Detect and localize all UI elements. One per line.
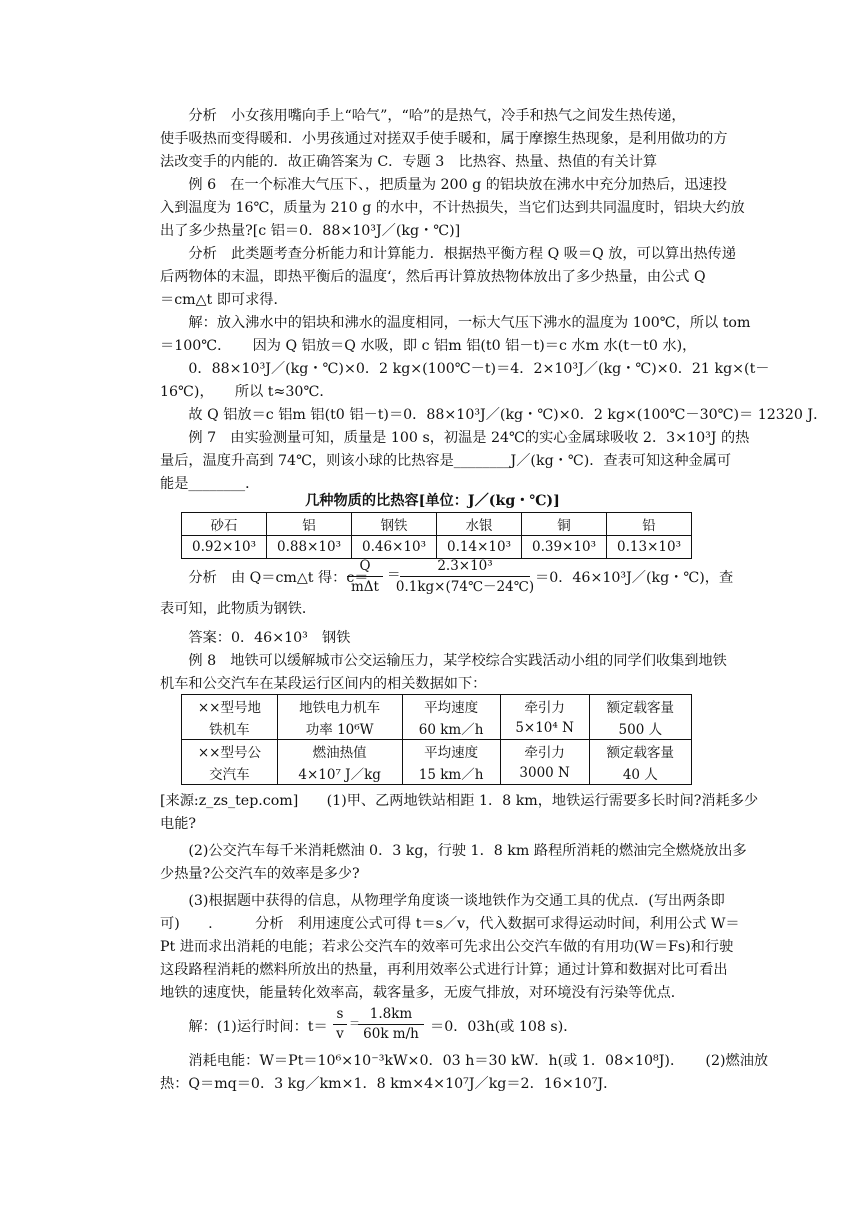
fraction-bar — [358, 1024, 424, 1025]
text-line: 消耗电能：W＝Pt＝10⁶×10⁻³kW×0．03 h＝30 kW．h(或 1．08×10⁸J)． (2)燃油放 — [160, 1053, 769, 1069]
text-line: 例 7 由实验测量可知，质量是 100 s，初温是 24℃的实心金属球吸收 2．3×10³J 的热 — [160, 430, 750, 446]
text-line: 可) . 分析 利用速度公式可得 t＝s／v，代入数据可求得运动时间，利用公式 W＝ — [160, 916, 740, 932]
text-line: 后两物体的末温，即热平衡后的温度‘，然后再计算放热物体放出了多少热量，由公式 Q — [160, 269, 706, 285]
fraction-denominator: 60k m/h — [363, 1026, 419, 1042]
text-line: 量后，温度升高到 74℃，则该小球的比热容是________J／(kg・℃)．查表可知这种金属可 — [160, 453, 732, 469]
table-cell: 0.88×10³ — [267, 536, 352, 559]
answer-line: 答案：0．46×10³ 钢铁 — [160, 630, 351, 646]
table-cell: 地铁电力机车 — [277, 695, 402, 718]
table-cell: 功率 10⁶W — [277, 717, 402, 740]
text-line: 能是________． — [160, 476, 260, 492]
equals-sign: ＝ — [387, 567, 401, 583]
table-row — [182, 740, 692, 763]
table-cell: 60 km／h — [402, 717, 500, 740]
text-line: 使手吸热而变得暖和．小男孩通过对搓双手使手暖和，属于摩擦生热现象，是利用做功的方 — [160, 131, 728, 147]
fraction-bar — [400, 576, 530, 577]
text-line: 入到温度为 16℃，质量为 210 g 的水中，不计热损失，当它们达到共同温度时，铝块大约放 — [160, 200, 745, 216]
fraction-bar — [347, 576, 383, 577]
table-header-cell: 铝 — [267, 513, 352, 536]
fraction-bar — [333, 1024, 347, 1025]
equals-sign: ＝ — [349, 1017, 360, 1030]
table-cell: 交汽车 — [182, 762, 278, 785]
text-line: 这段路程消耗的燃料所放出的热量，再利用效率公式进行计算；通过计算和数据对比可看出 — [160, 962, 728, 978]
fraction-denominator: v — [336, 1026, 344, 1042]
text-line: [来源:z_zs_tep.com] (1)甲、乙两地铁站相距 1．8 km，地铁运行需要多长时间?消耗多少 — [160, 793, 759, 809]
text-line: 出了多少热量?[c 铝＝0．88×10³J／(kg・℃)] — [160, 223, 461, 239]
text-line: 表可知，此物质为钢铁． — [160, 601, 317, 617]
text-line: 解：放入沸水中的铝块和沸水的温度相同，一标大气压下沸水的温度为 100℃，所以 tom — [160, 315, 751, 331]
text-line: 0．88×10³J／(kg・℃)×0．2 kg×(100℃－t)＝4．2×10³J／(kg・℃)×0．21 kg×(t－ — [160, 361, 770, 377]
table-cell: 0.39×10³ — [522, 536, 607, 559]
specific-heat-table — [181, 512, 692, 559]
fraction-numerator: 2.3×10³ — [437, 558, 493, 574]
table-cell: 500 人 — [589, 717, 691, 740]
table-row — [182, 513, 692, 536]
analysis-suffix: ＝0．46×10³J／(kg・℃)，查 — [535, 570, 734, 586]
text-line: 地铁的速度快，能量转化效率高，载客量多，无废气排放，对环境没有污染等优点． — [160, 985, 685, 1001]
fraction-numerator: 1.8km — [369, 1006, 413, 1022]
fraction-numerator: Q — [359, 558, 371, 574]
text-line: 故 Q 铝放＝c 铝m 铝(t0 铝－t)＝0．88×10³J／(kg・℃)×0．2 kg×(100℃－30℃)＝ 12320 J． — [160, 407, 828, 423]
table-cell: 牵引力 — [500, 740, 589, 763]
table-cell: 额定载客量 — [589, 740, 691, 763]
solution-prefix: 解：(1)运行时间：t＝ — [160, 1019, 328, 1035]
subway-bus-table — [181, 694, 692, 785]
text-line: 法改变手的内能的．故正确答案为 C．专题 3 比热容、热量、热值的有关计算 — [160, 154, 658, 170]
table-cell: 5×10⁴ N — [500, 717, 589, 740]
table-cell: 平均速度 — [402, 695, 500, 718]
table-cell: 0.46×10³ — [352, 536, 437, 559]
text-line: 分析 此类题考查分析能力和计算能力．根据热平衡方程 Q 吸＝Q 放，可以算出热传递 — [160, 246, 736, 262]
table-row — [182, 536, 692, 559]
text-line: Pt 进而求出消耗的电能；若求公交汽车的效率可先求出公交汽车做的有用功(W＝Fs)和行驶 — [160, 939, 734, 955]
text-line: (2)公交汽车每千米消耗燃油 0．3 kg，行驶 1．8 km 路程所消耗的燃油完全燃烧放出多 — [160, 843, 747, 859]
table-row — [182, 762, 692, 785]
table-header-cell: 铅 — [607, 513, 692, 536]
table-header-cell: 钢铁 — [352, 513, 437, 536]
fraction-denominator: 0.1kg×(74℃－24℃) — [395, 579, 535, 595]
text-line: 分析 小女孩用嘴向手上“哈气”，“哈”的是热气，冷手和热气之间发生热传递， — [160, 108, 686, 124]
table-cell: ××型号地 — [182, 695, 278, 718]
text-line: ＝100℃． 因为 Q 铝放＝Q 水吸，即 c 铝m 铝(t0 铝－t)＝c 水m 水(t－t0 水)， — [160, 338, 697, 354]
table-cell: 40 人 — [589, 762, 691, 785]
table-cell: 额定载客量 — [589, 695, 691, 718]
table-cell: 平均速度 — [402, 740, 500, 763]
table-cell: 0.14×10³ — [437, 536, 522, 559]
table-row — [182, 717, 692, 740]
text-line: 例 8 地铁可以缓解城市公交运输压力，某学校综合实践活动小组的同学们收集到地铁 — [160, 653, 727, 669]
table-cell: 3000 N — [500, 762, 589, 785]
table-cell: ××型号公 — [182, 740, 278, 763]
text-line: 热：Q＝mq＝0．3 kg／km×1．8 km×4×10⁷J／kg＝2．16×10⁷J． — [160, 1076, 618, 1092]
text-line: ＝cm△t 即可求得． — [160, 292, 288, 308]
table-cell: 铁机车 — [182, 717, 278, 740]
table-cell: 0.13×10³ — [607, 536, 692, 559]
text-line: 例 6 在一个标准大气压下、，把质量为 200 g 的铝块放在沸水中充分加热后，迅速投 — [160, 177, 727, 193]
table-cell: 燃油热值 — [277, 740, 402, 763]
table-cell: 牵引力 — [500, 695, 589, 718]
table-caption: 几种物质的比热容[单位：J／(kg・℃)] — [305, 493, 560, 509]
fraction-numerator: s — [336, 1006, 344, 1022]
table-row — [182, 695, 692, 718]
table-header-cell: 水银 — [437, 513, 522, 536]
table-header-cell: 砂石 — [182, 513, 267, 536]
analysis-prefix: 分析 由 Q＝cm△t 得：c＝ — [160, 570, 369, 586]
solution-suffix: ＝0．03h(或 108 s)． — [430, 1019, 578, 1035]
text-line: 少热量?公交汽车的效率是多少? — [160, 866, 360, 882]
text-line: 电能? — [160, 816, 196, 832]
table-cell: 15 km／h — [402, 762, 500, 785]
table-cell: 0.92×10³ — [182, 536, 267, 559]
text-line: 16℃)， 所以 t≈30℃． — [160, 384, 334, 400]
table-cell: 4×10⁷ J／kg — [277, 762, 402, 785]
text-line: (3)根据题中获得的信息，从物理学角度谈一谈地铁作为交通工具的优点．(写出两条即 — [160, 893, 725, 909]
table-header-cell: 铜 — [522, 513, 607, 536]
text-line: 机车和公交汽车在某段运行区间内的相关数据如下： — [160, 676, 487, 692]
fraction-denominator: mΔt — [351, 579, 379, 595]
